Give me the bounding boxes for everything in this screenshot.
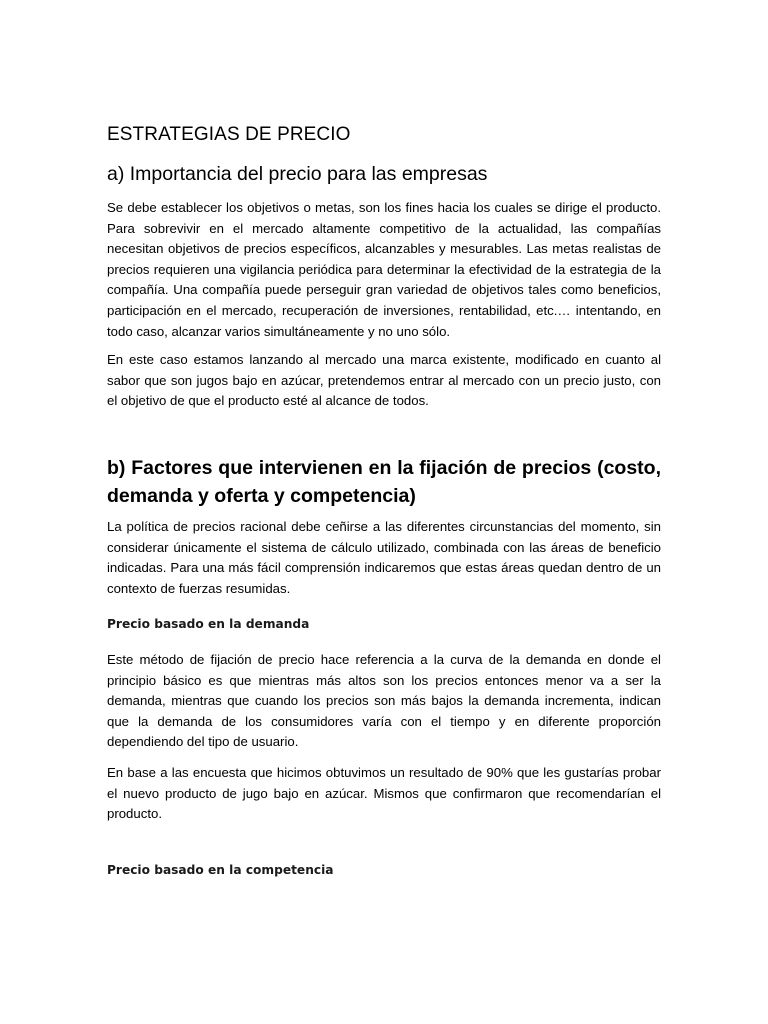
demand-paragraph-1: Este método de fijación de precio hace referencia a la curva de la demanda en donde el principio básico es que mientras más altos son los precios entonces menor va a ser la demanda, mientras que cuando los precios son más bajos la demanda incrementa, indican que la demanda de los consumidores varía con el tiempo y en diferente proporción dependiendo del tipo de usuario. (107, 652, 661, 750)
section-a-heading: a) Importancia del precio para las empresas (107, 163, 488, 185)
document-title: ESTRATEGIAS DE PRECIO (107, 124, 351, 145)
section-b-heading: b) Factores que intervienen en la fijación de precios (costo, demanda y oferta y competencia) (107, 457, 661, 507)
section-a-paragraph-2: En este caso estamos lanzando al mercado una marca existente, modificado en cuanto al sabor que son jugos bajo en azúcar, pretendemos entrar al mercado con un precio justo, con el objetivo de que el producto esté al alcance de todos. (107, 352, 661, 409)
section-a-paragraph-1: Se debe establecer los objetivos o metas, son los fines hacia los cuales se dirige el producto. Para sobrevivir en el mercado altamente competitivo de la actualidad, las compañías necesitan objetivos de precios específicos, alcanzables y mesurables. Las metas realistas de precios requieren una vigilancia periódica para determinar la efectividad de la estrategia de la compañía. Una compañía puede perseguir gran variedad de objetivos tales como beneficios, participación en el mercado, recuperación de inversiones, rentabilidad, etc.… intentando, en todo caso, alcanzar varios simultáneamente y no uno sólo. (107, 200, 661, 339)
competition-subheading: Precio basado en la competencia (107, 863, 334, 877)
demand-paragraph-2: En base a las encuesta que hicimos obtuvimos un resultado de 90% que les gustarías probar el nuevo producto de jugo bajo en azúcar. Mismos que confirmaron que recomendarían el producto. (107, 765, 661, 822)
section-b-intro-paragraph: La política de precios racional debe ceñirse a las diferentes circunstancias del momento, sin considerar únicamente el sistema de cálculo utilizado, combinada con las áreas de beneficio indicadas. Para una más fácil comprensión indicaremos que estas áreas quedan dentro de un contexto de fuerzas resumidas. (107, 519, 661, 596)
demand-subheading: Precio basado en la demanda (107, 617, 310, 631)
